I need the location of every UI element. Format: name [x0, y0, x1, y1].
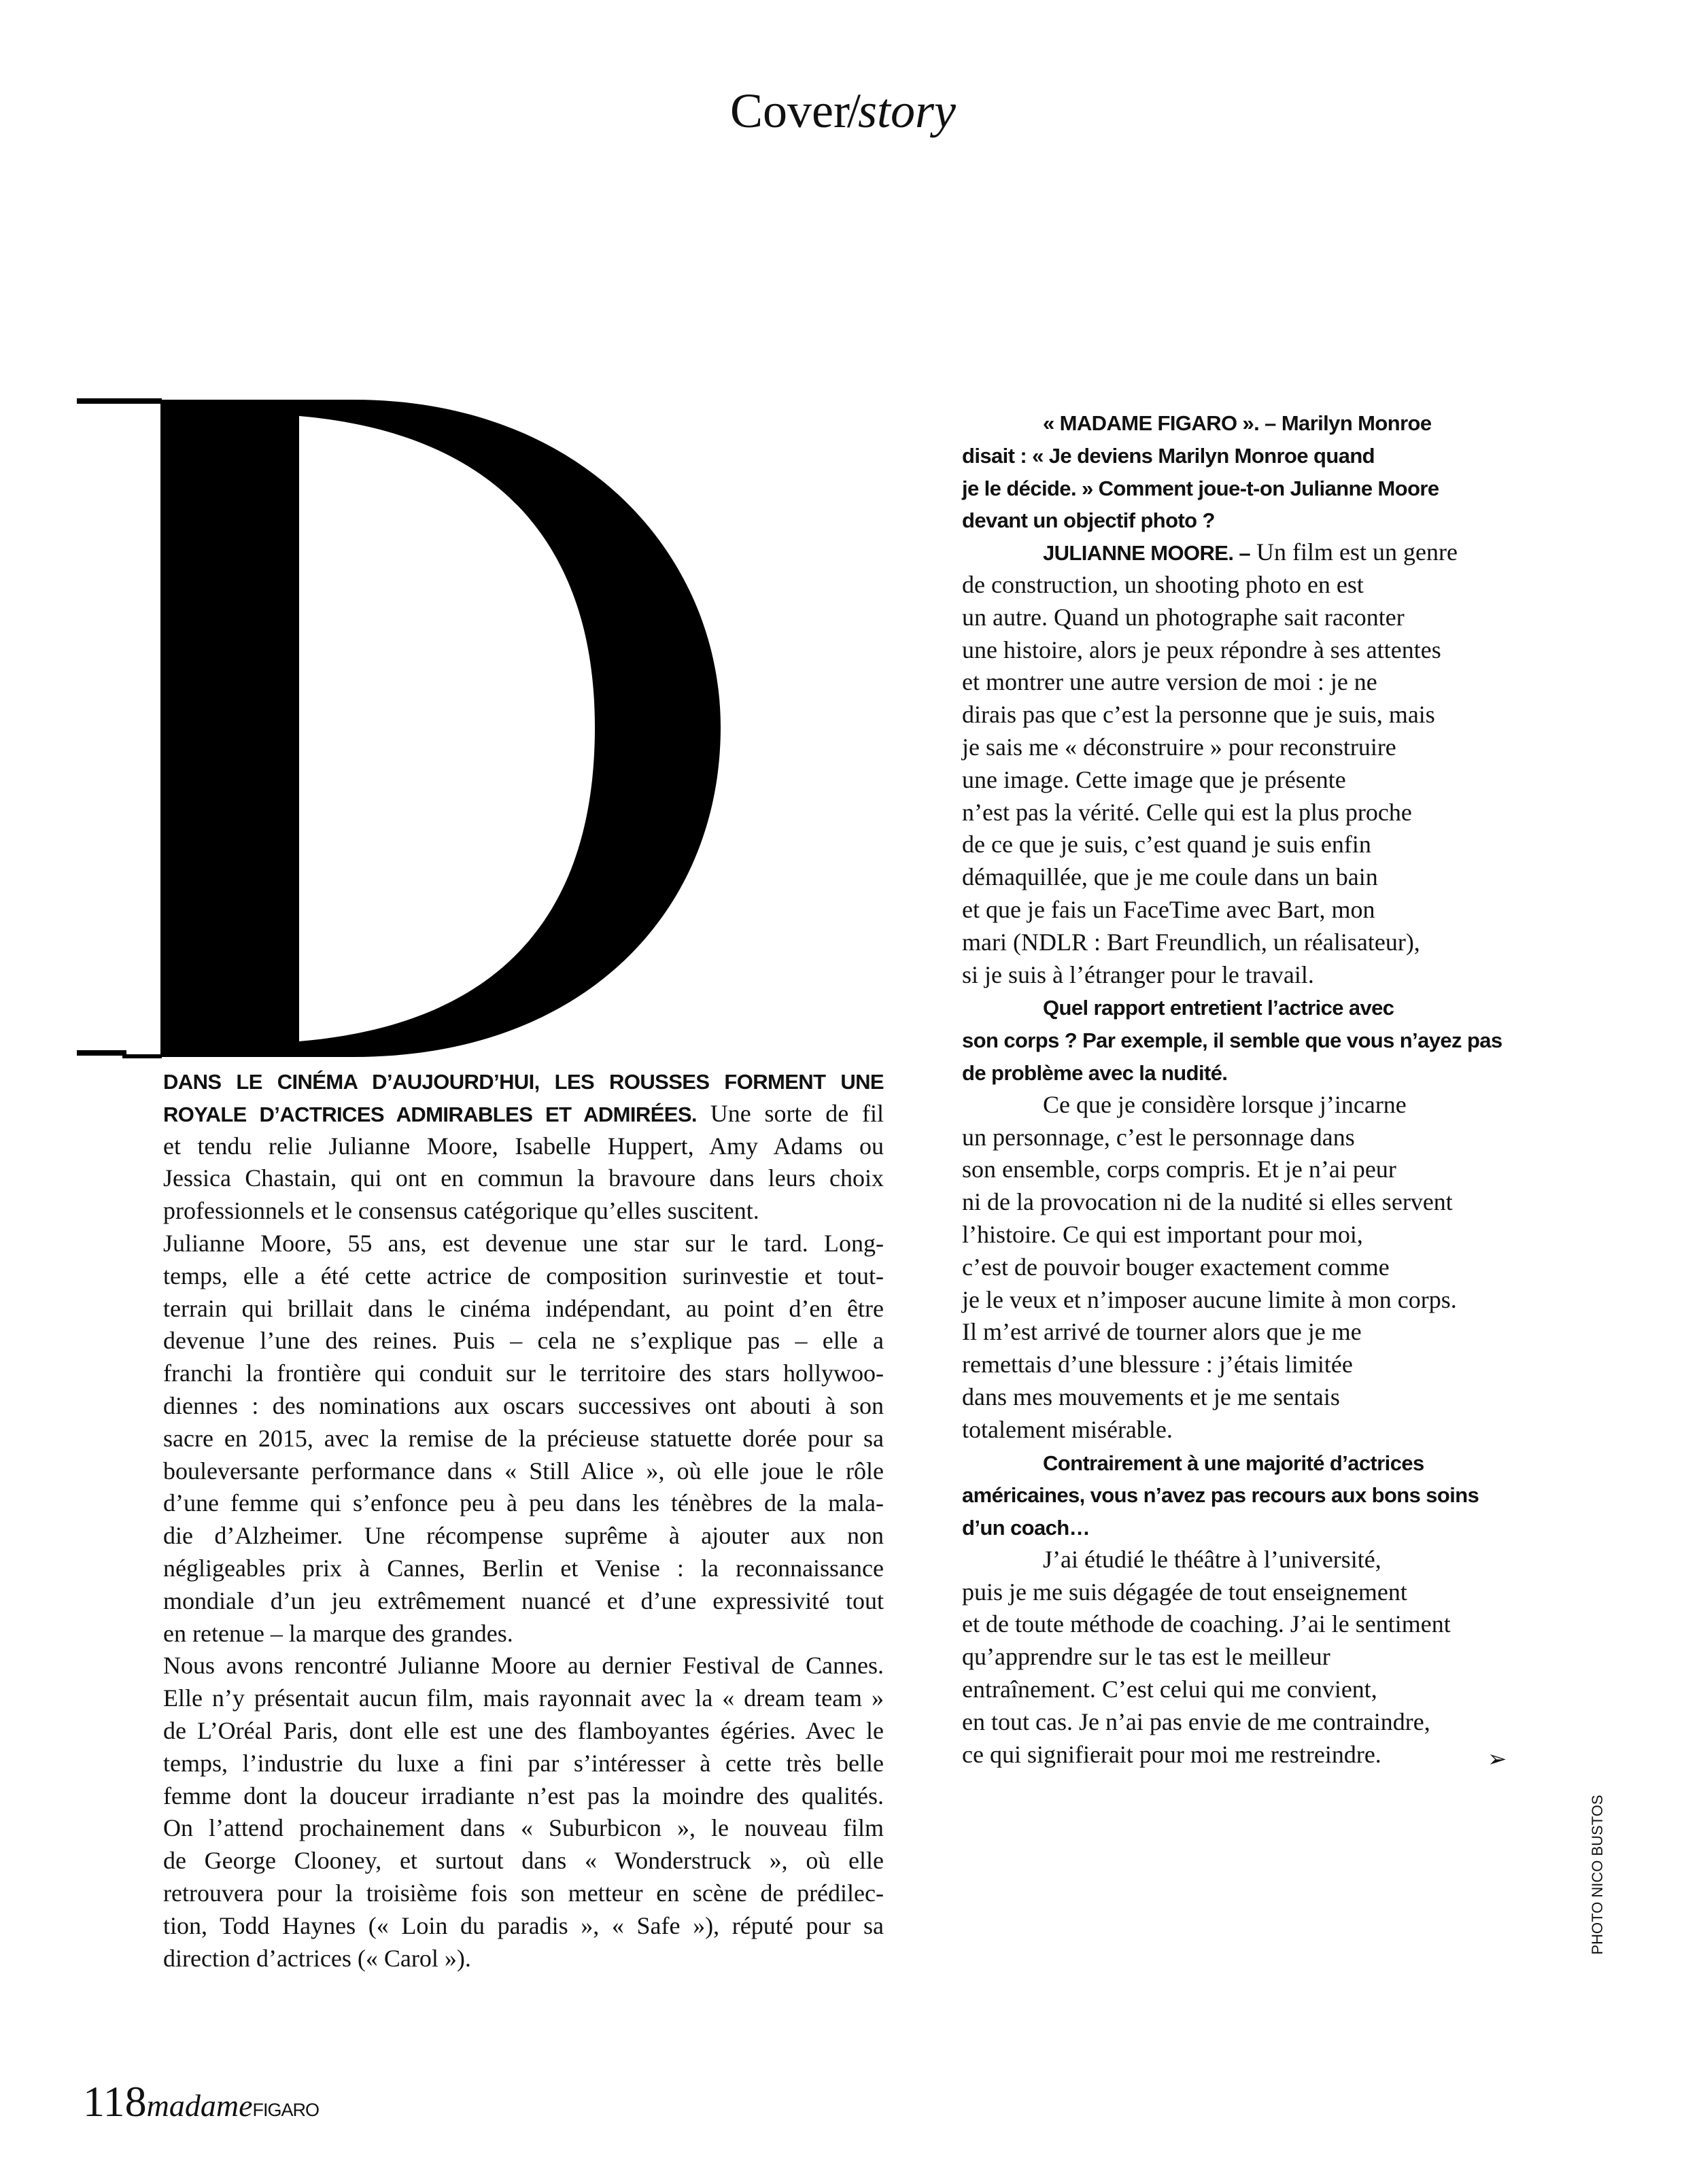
body-text: Nous avons rencontré Julianne Moore au dernier Festival de Cannes.	[163, 1652, 884, 1680]
body-text: temps, elle a été cette actrice de composition surinvestie et tout-	[163, 1262, 884, 1289]
section-title: Cover	[730, 84, 850, 138]
text-line	[163, 1618, 884, 1650]
body-text: et de toute méthode de coaching. J’ai le sentiment	[962, 1610, 1451, 1638]
text-line	[962, 1478, 1506, 1511]
text-line	[962, 797, 1506, 829]
text-line	[962, 1381, 1506, 1414]
text-line	[962, 1511, 1506, 1544]
bold-text: ROYALE D’ACTRICES ADMIRABLES ET ADMIRÉES.	[163, 1102, 697, 1126]
bold-text: devant un objectif photo ?	[962, 508, 1215, 533]
text-line	[962, 1608, 1506, 1641]
body-text: de ce que je suis, c’est quand je suis enfin	[962, 831, 1371, 859]
body-text: et montrer une autre version de moi : je ne	[962, 668, 1377, 696]
text-line	[962, 926, 1506, 959]
bold-text: Quel rapport entretient l’actrice avec	[1043, 996, 1394, 1020]
text-line	[163, 1098, 884, 1130]
text-line	[962, 1706, 1506, 1739]
body-text: J’ai étudié le théâtre à l’université,	[1043, 1545, 1381, 1573]
body-text: die d’Alzheimer. Une récompense suprême à ajouter aux non	[163, 1522, 884, 1550]
body-text: dans mes mouvements et je me sentais	[962, 1383, 1340, 1410]
body-text: si je suis à l’étranger pour le travail.	[962, 960, 1314, 988]
text-line	[962, 1739, 1506, 1771]
text-line	[962, 959, 1506, 992]
text-line	[962, 602, 1506, 634]
body-text: de construction, un shooting photo en est	[962, 570, 1364, 598]
bold-text: américaines, vous n’avez pas recours aux bons soins	[962, 1483, 1479, 1508]
text-line	[163, 1780, 884, 1813]
body-text: tion, Todd Haynes (« Loin du paradis », « Safe »), réputé pour sa	[163, 1911, 884, 1939]
body-text: Elle n’y présentait aucun film, mais rayonnait avec la « dream team »	[163, 1684, 884, 1712]
body-text: et que je fais un FaceTime avec Bart, mon	[962, 895, 1375, 923]
bold-text: disait : « Je deviens Marilyn Monroe quand	[962, 443, 1375, 468]
body-text: l’histoire. Ce qui est important pour moi,	[962, 1220, 1363, 1248]
body-text: Ce que je considère lorsque j’incarne	[1043, 1090, 1407, 1118]
body-text: totalement misérable.	[962, 1415, 1173, 1443]
body-text: en retenue – la marque des grandes.	[163, 1619, 513, 1647]
brand-figaro: FIGARO	[252, 2100, 319, 2120]
text-line	[163, 1520, 884, 1553]
body-text: Jessica Chastain, qui ont en commun la bravoure dans leurs choix	[163, 1164, 884, 1192]
text-line	[962, 634, 1506, 667]
continue-arrow-icon: ➢	[1487, 1746, 1507, 1773]
text-line	[962, 1284, 1506, 1317]
text-line	[962, 1446, 1506, 1479]
text-line	[163, 1553, 884, 1585]
body-text: une image. Cette image que je présente	[962, 765, 1346, 793]
page-footer	[83, 2075, 319, 2137]
text-line	[163, 1812, 884, 1845]
bold-text: d’un coach…	[962, 1516, 1090, 1540]
bold-text: Contrairement à une majorité d’actrices	[1043, 1451, 1424, 1475]
body-text: Julianne Moore, 55 ans, est devenue une star sur le tard. Long-	[163, 1229, 884, 1257]
body-text: puis je me suis dégagée de tout enseignement	[962, 1578, 1407, 1606]
text-line	[163, 1487, 884, 1520]
body-text: Une sorte de fil	[710, 1099, 884, 1127]
text-line	[962, 439, 1506, 472]
body-text: direction d’actrices (« Carol »).	[163, 1944, 471, 1972]
text-line	[163, 1162, 884, 1195]
text-line	[163, 1455, 884, 1488]
body-text: dirais pas que c’est la personne que je suis, mais	[962, 701, 1435, 729]
body-text: c’est de pouvoir bouger exactement comme	[962, 1253, 1390, 1281]
text-line	[962, 1544, 1506, 1576]
text-line	[962, 1251, 1506, 1284]
text-line	[163, 1195, 884, 1228]
text-line	[962, 1089, 1506, 1122]
body-text: de George Clooney, et surtout dans « Wonderstruck », où elle	[163, 1847, 884, 1875]
body-text: mari (NDLR : Bart Freundlich, un réalisateur),	[962, 928, 1420, 956]
text-line	[962, 504, 1506, 536]
body-text: devenue l’une des reines. Puis – cela ne s’explique pas – elle a	[163, 1327, 884, 1355]
text-line	[163, 1682, 884, 1715]
text-line	[962, 991, 1506, 1024]
body-text: ni de la provocation ni de la nudité si elles servent	[962, 1188, 1453, 1216]
text-line	[962, 1219, 1506, 1251]
text-line	[163, 1910, 884, 1943]
text-line	[962, 1186, 1506, 1219]
body-text: franchi la frontière qui conduit sur le territoire des stars hollywoo-	[163, 1359, 884, 1387]
page-number: 118	[83, 2077, 147, 2126]
body-text: de L’Oréal Paris, dont elle est une des flamboyantes égéries. Avec le	[163, 1716, 884, 1744]
text-line	[163, 1845, 884, 1877]
text-line	[962, 1316, 1506, 1349]
text-line	[163, 1293, 884, 1325]
photo-credit: PHOTO NICO BUSTOS	[1589, 1795, 1606, 1955]
text-line	[962, 894, 1506, 926]
text-line	[962, 731, 1506, 764]
text-line	[163, 1585, 884, 1618]
body-text: un personnage, c’est le personnage dans	[962, 1123, 1355, 1151]
text-line	[163, 1065, 884, 1098]
body-text: retrouvera pour la troisième fois son metteur en scène de prédilec-	[163, 1879, 884, 1907]
body-text: professionnels et le consensus catégorique qu’elles suscitent.	[163, 1197, 759, 1225]
text-line	[962, 472, 1506, 504]
bold-text: DANS LE CINÉMA D’AUJOURD’HUI, LES ROUSSES FORMENT UNE	[163, 1070, 884, 1094]
body-text: temps, l’industrie du luxe a fini par s’intéresser à cette très belle	[163, 1749, 884, 1777]
body-text: Il m’est arrivé de tourner alors que je me	[962, 1318, 1362, 1346]
text-line	[962, 666, 1506, 699]
text-line	[962, 699, 1506, 731]
brand-madame: madame	[146, 2088, 253, 2123]
text-line	[962, 1576, 1506, 1609]
text-line	[962, 536, 1506, 569]
body-text: bouleversante performance dans « Still Alice », où elle joue le rôle	[163, 1457, 884, 1485]
text-line	[962, 1414, 1506, 1446]
text-line	[163, 1650, 884, 1682]
bold-text: je le décide. » Comment joue-t-on Julianne Moore	[962, 476, 1439, 500]
text-line	[163, 1228, 884, 1260]
text-line	[962, 829, 1506, 861]
body-text: démaquillée, que je me coule dans un bain	[962, 863, 1378, 891]
text-line	[163, 1357, 884, 1390]
body-text: je le veux et n’imposer aucune limite à mon corps.	[962, 1285, 1457, 1313]
text-line	[962, 1122, 1506, 1154]
text-line	[962, 569, 1506, 602]
body-text: son ensemble, corps compris. Et je n’ai peur	[962, 1156, 1396, 1183]
section-title-italic: story	[857, 84, 956, 138]
body-text: qu’apprendre sur le tas est le meilleur	[962, 1643, 1330, 1671]
text-line	[962, 1154, 1506, 1186]
body-text: un autre. Quand un photographe sait raconter	[962, 603, 1405, 631]
text-line	[163, 1748, 884, 1780]
text-line	[163, 1943, 884, 1975]
body-text: en tout cas. Je n’ai pas envie de me contraindre,	[962, 1708, 1430, 1735]
body-text: une histoire, alors je peux répondre à ses attentes	[962, 636, 1441, 663]
bold-text: JULIANNE MOORE. –	[1043, 541, 1251, 566]
text-line	[962, 764, 1506, 797]
text-line	[962, 1024, 1506, 1056]
body-text: entraînement. C’est celui qui me convient,	[962, 1676, 1377, 1703]
text-line	[962, 1641, 1506, 1674]
text-line	[962, 1056, 1506, 1089]
text-line	[163, 1130, 884, 1163]
body-text: négligeables prix à Cannes, Berlin et Venise : la reconnaissance	[163, 1554, 884, 1582]
text-line	[962, 1349, 1506, 1381]
body-text: remettais d’une blessure : j’étais limitée	[962, 1351, 1353, 1379]
text-line	[962, 1674, 1506, 1706]
text-line	[163, 1390, 884, 1423]
body-text: diennes : des nominations aux oscars successives ont abouti à son	[163, 1391, 884, 1419]
body-text: Un film est un genre	[1250, 538, 1458, 566]
body-text: d’une femme qui s’enfonce peu à peu dans les ténèbres de la mala-	[163, 1489, 884, 1517]
text-line	[163, 1423, 884, 1455]
body-text: ce qui signifierait pour moi me restreindre.	[962, 1740, 1381, 1768]
body-text: n’est pas la vérité. Celle qui est la plus proche	[962, 798, 1412, 826]
body-text: je sais me « déconstruire » pour reconstruire	[962, 733, 1396, 761]
text-line	[163, 1325, 884, 1357]
bold-text: « MADAME FIGARO ». – Marilyn Monroe	[1043, 411, 1432, 435]
bold-text: de problème avec la nudité.	[962, 1060, 1228, 1085]
body-text: et tendu relie Julianne Moore, Isabelle Huppert, Amy Adams ou	[163, 1132, 884, 1160]
body-text: terrain qui brillait dans le cinéma indépendant, au point d’en être	[163, 1294, 884, 1322]
body-text: On l’attend prochainement dans « Suburbicon », le nouveau film	[163, 1814, 884, 1842]
body-text: sacre en 2015, avec la remise de la précieuse statuette dorée pour sa	[163, 1424, 884, 1452]
interview-column	[962, 406, 1506, 1771]
body-text: mondiale d’un jeu extrêmement nuancé et d’une expressivité tout	[163, 1587, 884, 1614]
section-separator: /	[846, 84, 861, 138]
intro-column	[163, 1065, 884, 1975]
text-line	[962, 861, 1506, 894]
text-line	[962, 406, 1506, 439]
text-line	[163, 1715, 884, 1748]
text-line	[163, 1260, 884, 1293]
bold-text: son corps ? Par exemple, il semble que vous n’ayez pas	[962, 1028, 1502, 1053]
text-line	[163, 1877, 884, 1910]
body-text: femme dont la douceur irradiante n’est pas la moindre des qualités.	[163, 1782, 884, 1809]
